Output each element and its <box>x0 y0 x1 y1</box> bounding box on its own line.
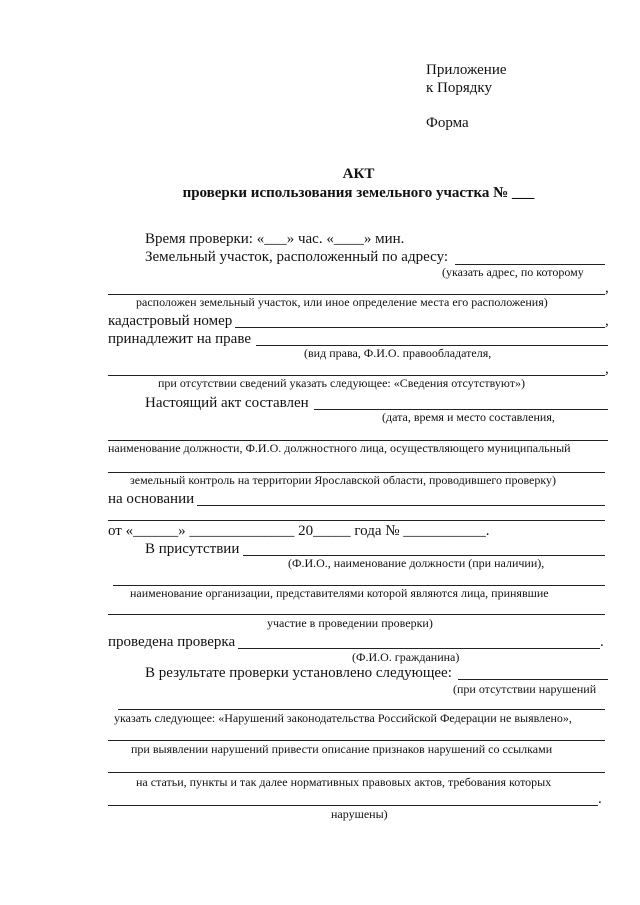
right-label: принадлежит на праве <box>108 331 251 347</box>
comma-1: , <box>605 280 609 296</box>
right-hint-1: (вид права, Ф.И.О. правообладателя, <box>304 346 492 360</box>
presence-hint-2: наименование организации, представителями которой являются лица, принявшие <box>130 586 549 600</box>
comma-2: , <box>605 313 609 329</box>
result-line-2 <box>118 709 605 710</box>
cadastral-line <box>235 327 605 328</box>
result-hint-1: (при отсутствии нарушений <box>453 682 597 696</box>
composed-hint-2: наименование должности, Ф.И.О. должностного лица, осуществляющего муниципальный <box>108 441 571 455</box>
from-date: от «______» ______________ 20_____ года № ___________. <box>108 523 490 539</box>
inspection-time: Время проверки: «___» час. «____» мин. <box>145 231 405 247</box>
result-hint-4: на статьи, пункты и так далее нормативных правовых актов, требования которых <box>136 775 552 789</box>
result-line-4 <box>108 772 605 773</box>
inspection-hint: (Ф.И.О. гражданина) <box>352 650 460 664</box>
result-hint-5: нарушены) <box>331 807 388 821</box>
appendix-line-2: к Порядку <box>426 80 492 96</box>
presence-hint-1: (Ф.И.О., наименование должности (при наличии), <box>288 556 545 570</box>
composed-label: Настоящий акт составлен <box>145 395 309 411</box>
presence-hint-3: участие в проведении проверки) <box>267 616 433 630</box>
document-subtitle: проверки использования земельного участка № ___ <box>182 185 535 201</box>
address-hint-2: расположен земельный участок, или иное определение места его расположения) <box>136 295 548 309</box>
result-hint-3: при выявлении нарушений привести описание признаков нарушений со ссылками <box>131 742 553 756</box>
result-hint-2: указать следующее: «Нарушений законодательства Российской Федерации не выявлено», <box>114 711 572 725</box>
basis-label: на основании <box>108 491 195 507</box>
result-label: В результате проверки установлено следующее: <box>145 665 452 681</box>
result-line-3 <box>108 740 605 741</box>
composed-hint-3: земельный контроль на территории Ярославской области, проводившего проверку) <box>130 473 557 487</box>
presence-label: В присутствии <box>145 541 240 557</box>
presence-line-3 <box>108 614 605 615</box>
cadastral-label: кадастровый номер <box>108 313 233 329</box>
document-title: АКТ <box>342 166 375 182</box>
result-line-5 <box>108 805 598 806</box>
result-line-1 <box>458 679 608 680</box>
inspection-line <box>238 648 600 649</box>
right-hint-2: при отсутствии сведений указать следующее: «Сведения отсутствуют») <box>158 376 525 390</box>
basis-line-2 <box>108 520 605 521</box>
basis-line-1 <box>197 505 605 506</box>
composed-hint-1: (дата, время и место составления, <box>382 410 555 424</box>
form-label: Форма <box>426 115 469 131</box>
inspection-label: проведена проверка <box>108 634 236 650</box>
period-1: . <box>600 634 604 650</box>
comma-3: , <box>605 361 609 377</box>
address-hint-1: (указать адрес, по которому <box>442 265 584 279</box>
plot-address-label: Земельный участок, расположенный по адресу: <box>145 249 449 265</box>
period-2: . <box>598 791 602 807</box>
appendix-line-1: Приложение <box>426 62 507 78</box>
